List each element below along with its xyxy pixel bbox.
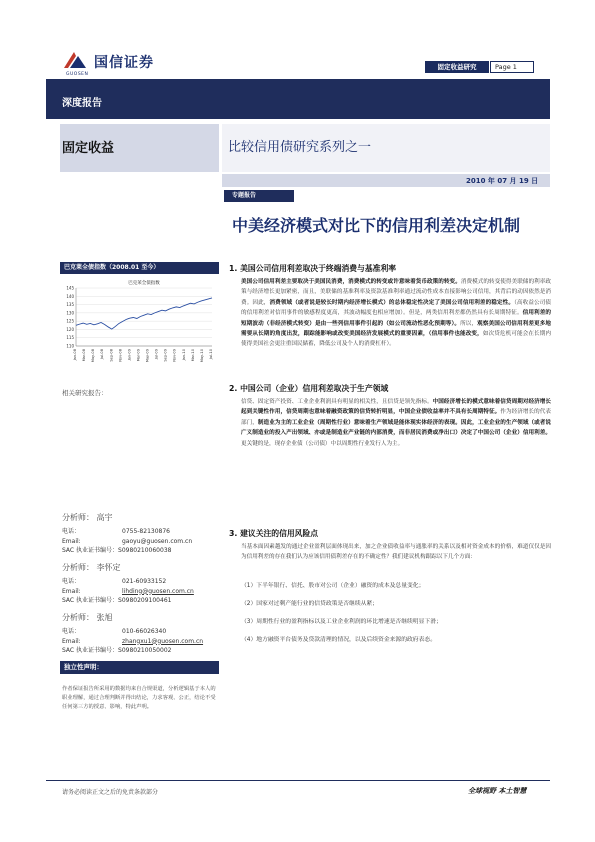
y-tick-label: 145 (66, 285, 74, 291)
emphasis-text: 美国公司信用利差主要取决于美国民消费，消费模式的转变或许意味着货币政策的转变。 (241, 279, 461, 285)
y-tick-label: 140 (66, 293, 74, 299)
report-title: 中美经济模式对比下的信用利差决定机制 (232, 216, 521, 235)
company-name: 国信证券 (94, 55, 154, 71)
body-text: 信贷、固定资产投资、工业企业利润具有明显的相关性，且信贷是领先指标。 (241, 399, 433, 405)
body-text: 作为经济增长的代表部门， (241, 409, 551, 426)
series-label: 比较信用债研究系列之一 (228, 140, 372, 155)
y-tick-label: 135 (66, 302, 74, 308)
disclaimer-title: 独立性声明： (60, 661, 219, 674)
emphasis-text: 制造业为主的工业企业（周期性行业）意味着生产领域是能体现实体经济的表现。因此，工业企业的生产领域（或者说广义制造业的投入产出领域、亦或是制造业产业链的内部消费，而非居民消费或净出口）决定了中国公司（企业）信用利差。 (241, 419, 551, 437)
emphasis-text: 观察美国公司信用利差更多地需要从长期的角度出发，跟踪能影响或改变美国经济发展模式的重要因素，（信用事件也能改变， (241, 320, 551, 338)
emphasis-text: 信用利差的短期波动（非经济模式转变）是由一些列信用事件引起的（如公司流动性恶化预期等）。 (241, 310, 551, 327)
section-heading-2: 2. 中国公司（企业）信用利差取决于生产领域 (229, 384, 389, 393)
index-line-chart (60, 276, 219, 374)
analyst-phone: 0755-82130876 (122, 528, 170, 535)
y-tick-label: 110 (66, 343, 74, 349)
analyst-block (62, 562, 221, 606)
x-tick-label: Nov-08 (118, 349, 123, 362)
email-key: Email: (62, 587, 81, 595)
x-tick-label: Nov-09 (172, 349, 177, 362)
series-line (76, 298, 212, 329)
analyst-phone: 010-66026340 (122, 628, 167, 635)
analyst-block (62, 612, 221, 656)
index-chart-title: 巴克莱全债指数（2008.01 至今） (60, 262, 219, 274)
body-text: 更关键的是，现存企业债（公司债）中以周期性行业发行人为主。 (241, 440, 404, 447)
analyst-name: 分析师： 张旭 (62, 613, 113, 622)
analyst-email[interactable]: zhangxu1@guosen.com.cn (122, 637, 204, 645)
section-heading-3: 3. 建议关注的信用风险点 (229, 529, 319, 538)
footer-divider (46, 780, 550, 781)
category-label: 固定收益 (62, 141, 115, 156)
list-item: （2）国家对过剩产能行业的信贷政策是否继续从紧； (241, 601, 379, 607)
x-tick-label: Sep-09 (163, 349, 168, 362)
disclaimer-text: 作者保证报告所采用的数据均来自合规渠道，分析逻辑基于本人的职业理解，通过合理判断并得出结论，力求客观、公正，结论不受任何第三方的授意、影响，特此声明。 (62, 686, 216, 711)
analyst-name: 分析师： 高宇 (62, 513, 113, 522)
section-2-body (241, 397, 551, 449)
band-title: 深度报告 (62, 98, 102, 109)
analyst-sac: SAC 执业证书编号：S0980209100461 (62, 597, 172, 604)
section-3-intro: 当基本面因素越发的通过企业盈利层面体现出来，加之企业债收益率与通胀率的关系以及相对资金成本的价格，难道仅仅是因为信用利差的存在我们认为应该信用债利差存在的不确定性？我们建议机构跟踪以下几个方面： (241, 544, 551, 561)
analyst-phone: 021-60933152 (122, 578, 167, 585)
footer-disclaimer-note: 请务必阅读正文之后的免责条款部分 (62, 789, 159, 796)
company-name-en: GUOSEN (66, 72, 89, 77)
chart-title: 巴克莱全债指数 (128, 281, 160, 286)
x-tick-label: Mar-08 (82, 349, 87, 362)
section-heading-1: 1. 美国公司信用利差取决于终端消费与基准利率 (229, 264, 397, 273)
body-text: 如次贷危机可能会在长期内使得美国社会更注重国民储蓄，降低公司及个人的消费杠杆）。 (241, 331, 551, 348)
body-text: （高收益公司债的信用利差对信用事件的敏感程度更高，其波动幅度也相应增加）。但是，两类信用利差都仍然具有长周期特征。 (241, 299, 551, 317)
analyst-block (62, 512, 221, 556)
phone-key: 电话： (62, 578, 81, 585)
phone-key: 电话： (62, 528, 81, 535)
phone-key: 电话： (62, 628, 81, 635)
x-tick-label: May-10 (199, 349, 204, 363)
emphasis-text: 消费领域（或者说是较长时期内经济增长模式）的总体稳定性决定了美国公司信用利差的稳定性。 (269, 299, 515, 306)
analyst-sac: SAC 执业证书编号：S0980210060038 (62, 547, 172, 554)
y-tick-label: 120 (66, 326, 74, 332)
section-1-body (241, 277, 551, 350)
analyst-email[interactable]: lihding@guosen.com.cn (122, 587, 194, 595)
x-tick-label: Jan-10 (181, 349, 186, 361)
analyst-sac: SAC 执业证书编号：S0980210050002 (62, 647, 172, 654)
x-tick-label: Jan-08 (73, 349, 77, 361)
analyst-name: 分析师： 李怀定 (62, 563, 121, 572)
y-tick-label: 130 (66, 310, 74, 316)
body-text: 所以， (460, 320, 478, 327)
page-number: Page 1 (490, 61, 534, 73)
x-tick-label: Jul-09 (154, 349, 159, 360)
x-tick-label: Mar-09 (136, 349, 141, 362)
report-tag: 专题报告 (224, 190, 294, 202)
header-band (46, 79, 550, 119)
guosen-logo-icon (62, 50, 88, 72)
list-item: （1）下半年银行、信托、股市对公司（企业）融资的成本及总量变化； (241, 583, 425, 589)
analyst-email[interactable]: gaoyu@guosen.com.cn (122, 537, 193, 545)
y-tick-label: 125 (66, 318, 74, 324)
x-tick-label: May-09 (145, 349, 150, 363)
x-tick-label: Jul-10 (209, 349, 213, 360)
related-reports-label: 相关研究报告： (62, 389, 108, 397)
x-tick-label: Jul-08 (100, 349, 105, 360)
report-date: 2010 年 07 月 19 日 (466, 177, 539, 185)
footer-slogan: 全球视野 本土智慧 (468, 787, 527, 795)
doc-type-badge: 固定收益研究 (425, 61, 489, 73)
emphasis-text: 中国经济增长的模式意味着信贷周期对经济增长起到关键性作用，信贷周期也意味着融资政策的信贷转折明显，中国企业债收益率并不具有长周期特征。 (241, 399, 551, 416)
email-key: Email: (62, 637, 81, 645)
x-tick-label: May-08 (91, 349, 96, 363)
list-item: （4）地方融资平台债务及贷款清理的情况，以及后续资金来源的政府表态。 (241, 637, 436, 643)
x-tick-label: Sep-08 (109, 349, 114, 362)
email-key: Email: (62, 537, 81, 545)
x-tick-label: Jan-09 (127, 349, 132, 361)
body-text: 消费模式的转变使得美联储的利率政策与经济增长更加紧密，而且，美联储的基准利率及资款基准利率通过流动性成本直接影响公司信用，其背后的动因依然是消费。因此， (241, 279, 551, 306)
y-tick-label: 115 (66, 335, 74, 341)
x-tick-label: Mar-10 (190, 349, 195, 362)
list-item: （3）周期性行业的盈利指标以及工业企业利润的环比增速是否继续明显下滑； (241, 619, 442, 625)
